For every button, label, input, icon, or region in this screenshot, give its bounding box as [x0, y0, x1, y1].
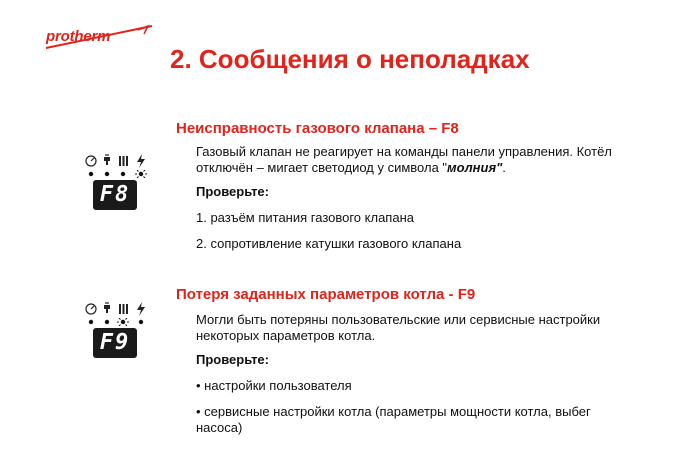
- section-description: Могли быть потеряны пользовательские или сервисные настройки некоторых параметров котла.: [196, 312, 601, 343]
- gauge-icon: [86, 156, 96, 166]
- section-description: [196, 144, 656, 176]
- indicator-dot: [139, 320, 143, 324]
- indicator-dot: [121, 172, 125, 176]
- blinking-indicator-icon: [135, 170, 147, 178]
- tap-icon: [104, 155, 110, 165]
- control-panel-f9: [84, 300, 154, 370]
- section-heading-f9: Потеря заданных параметров котла - F9: [176, 286, 476, 303]
- indicator-dot: [105, 172, 109, 176]
- radiator-icon: [119, 304, 128, 314]
- description-text: Газовый клапан не реагирует на команды панели управления. Котёл отключён – мигает светодиод у символа ": [196, 144, 612, 175]
- description-emphasis: молния": [447, 160, 503, 175]
- tap-icon: [104, 303, 110, 313]
- error-code: F9: [99, 330, 131, 355]
- blinking-indicator-icon: [117, 318, 129, 326]
- lcd-display: [93, 328, 137, 358]
- check-item: • сервисные настройки котла (параметры мощности котла, выбег насоса): [196, 404, 591, 435]
- radiator-icon: [119, 156, 128, 166]
- lightning-icon: [137, 154, 145, 168]
- section-heading-f8: Неисправность газового клапана – F8: [176, 120, 459, 137]
- indicator-dot: [89, 320, 93, 324]
- check-label: Проверьте:: [196, 352, 269, 367]
- description-text-end: .: [502, 160, 506, 175]
- error-code: F8: [99, 182, 131, 207]
- control-panel-f8: [84, 152, 154, 222]
- check-label: Проверьте:: [196, 184, 269, 199]
- indicator-dot: [89, 172, 93, 176]
- logo-text: protherm: [46, 28, 111, 45]
- lcd-display: [93, 180, 137, 210]
- page-title: 2. Сообщения о неполадках: [170, 44, 530, 74]
- lightning-icon: [137, 302, 145, 316]
- indicator-dot: [105, 320, 109, 324]
- check-item: 1. разъём питания газового клапана: [196, 210, 414, 225]
- check-item: • настройки пользователя: [196, 378, 352, 393]
- protherm-logo: [44, 24, 154, 52]
- check-item: 2. сопротивление катушки газового клапана: [196, 236, 462, 251]
- gauge-icon: [86, 304, 96, 314]
